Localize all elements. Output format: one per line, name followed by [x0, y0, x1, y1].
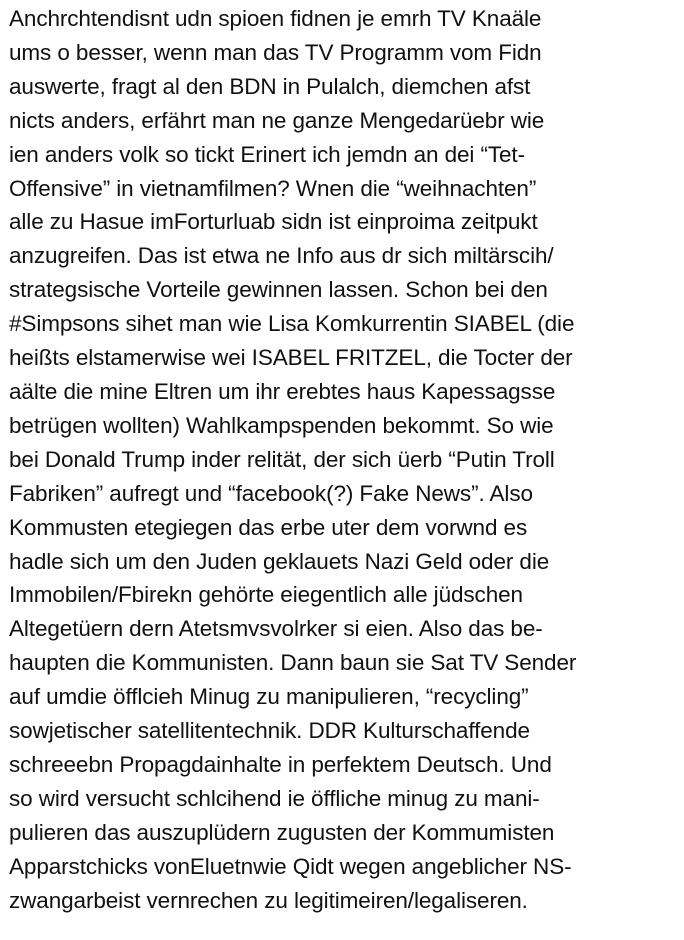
text-line: anzugreifen. Das ist etwa ne Info aus dr sich miltärscih/	[9, 243, 554, 269]
text-line: sowjetischer satellitentechnik. DDR Kulturschaffende	[9, 718, 530, 744]
body-text	[9, 2, 681, 917]
text-line: schreeebn Propagdainhalte in perfektem Deutsch. Und	[9, 751, 552, 777]
text-line: betrügen wollten) Wahlkampspenden bekommt. So wie	[9, 412, 554, 438]
text-line: pulieren das auszuplüdern zugusten der Kommumisten	[9, 819, 555, 845]
text-line: alle zu Hasue imForturluab sidn ist einproima zeitpukt	[9, 209, 538, 235]
text-line: bei Donald Trump inder relität, der sich üerb “Putin Troll	[9, 446, 555, 472]
text-line: zwangarbeist vernrechen zu legitimeiren/legaliseren.	[9, 887, 528, 913]
text-line: haupten die Kommunisten. Dann baun sie Sat TV Sender	[9, 650, 577, 676]
text-line: hadle sich um den Juden geklauets Nazi Geld oder die	[9, 548, 550, 574]
text-line: strategsische Vorteile gewinnen lassen. Schon bei den	[9, 277, 548, 303]
text-line: Offensive” in vietnamfilmen? Wnen die “weihnachten”	[9, 175, 537, 201]
text-line: #Simpsons sihet man wie Lisa Komkurrentin SIABEL (die	[9, 311, 575, 337]
text-line: nicts anders, erfährt man ne ganze Mengedarüebr wie	[9, 107, 545, 133]
text-line: so wird versucht schlcihend ie öffliche minug zu mani-	[9, 785, 540, 811]
text-line: Apparstchicks vonEluetnwie Qidt wegen angeblicher NS-	[9, 853, 572, 879]
text-line: heißts elstamerwise wei ISABEL FRITZEL, die Tocter der	[9, 345, 573, 371]
text-line: Fabriken” aufregt und “facebook(?) Fake News”. Also	[9, 480, 533, 506]
text-line: aälte die mine Eltren um ihr erebtes haus Kapessagsse	[9, 378, 556, 404]
text-line: ien anders volk so tickt Erinert ich jemdn an dei “Tet-	[9, 141, 525, 167]
text-line: Altegetüern dern Atetsmvsvolrker si eien. Also das be-	[9, 616, 543, 642]
text-line: Kommusten etegiegen das erbe uter dem vorwnd es	[9, 514, 528, 540]
text-line: auswerte, fragt al den BDN in Pulalch, diemchen afst	[9, 73, 531, 99]
text-line: Immobilen/Fbirekn gehörte eiegentlich alle jüdschen	[9, 582, 523, 608]
text-line: ums o besser, wenn man das TV Programm vom Fidn	[9, 39, 542, 65]
text-line: Anchrchtendisnt udn spioen fidnen je emrh TV Knaäle	[9, 6, 542, 31]
text-line: auf umdie öfflcieh Minug zu manipulieren, “recycling”	[9, 684, 529, 710]
